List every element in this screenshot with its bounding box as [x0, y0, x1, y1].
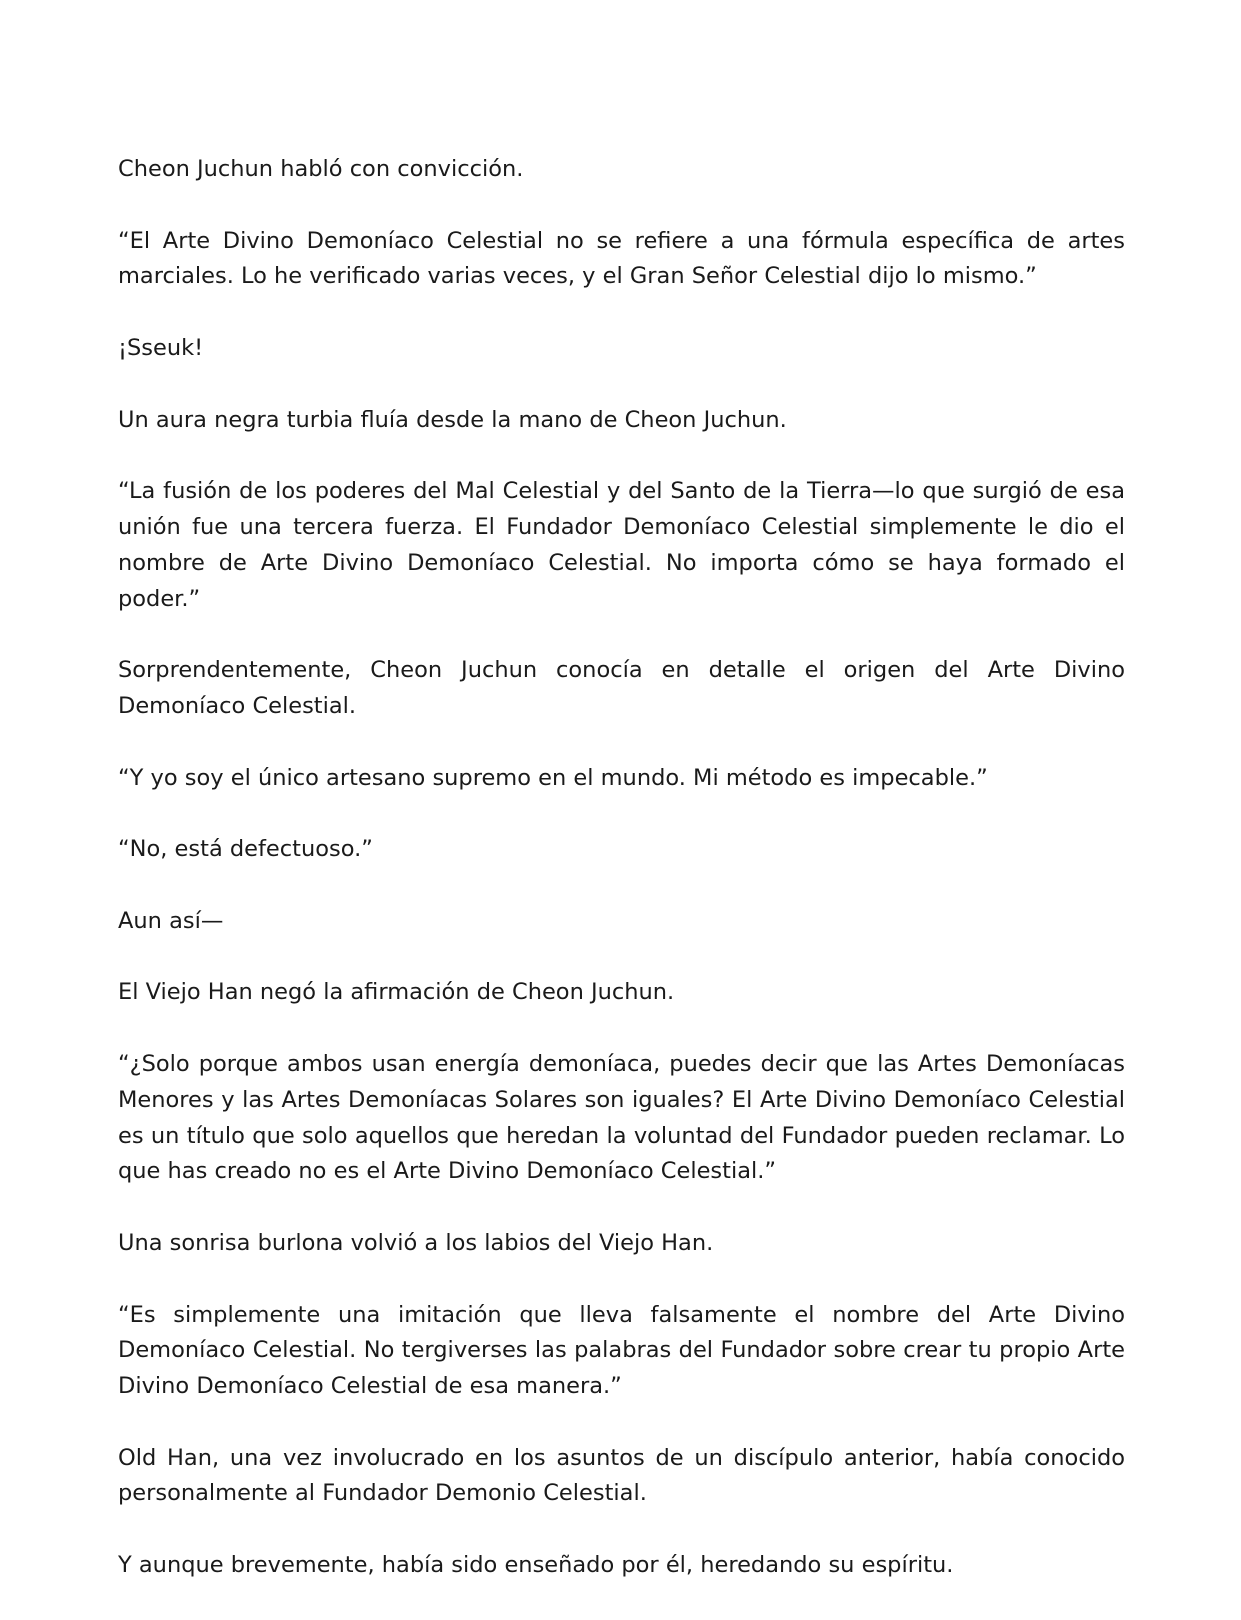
- paragraph: “La fusión de los poderes del Mal Celestial y del Santo de la Tierra—lo que surgió de esa unión fue una tercera fuerza. El Fundador Demoníaco Celestial simplemente le dio el nombre de Arte Divino Demoníaco Celestial. No importa cómo se haya formado el poder.”: [118, 478, 1125, 612]
- paragraph: Aun así—: [118, 907, 224, 934]
- paragraph: “Es simplemente una imitación que lleva falsamente el nombre del Arte Divino Demoníaco Celestial. No tergiverses las palabras del Fundador sobre crear tu propio Arte Divino Demoníaco Celestial de esa manera.”: [118, 1301, 1125, 1400]
- paragraph: ¡Sseuk!: [118, 334, 204, 361]
- paragraph: Y aunque brevemente, había sido enseñado por él, heredando su espíritu.: [118, 1552, 954, 1579]
- text-body: [118, 152, 1125, 1620]
- paragraph: Old Han, una vez involucrado en los asuntos de un discípulo anterior, había conocido personalmente al Fundador Demonio Celestial.: [118, 1444, 1125, 1507]
- paragraph: “No, está defectuoso.”: [118, 836, 373, 863]
- paragraph: Sorprendentemente, Cheon Juchun conocía en detalle el origen del Arte Divino Demoníaco Celestial.: [118, 657, 1125, 719]
- paragraph: “Y yo soy el único artesano supremo en el mundo. Mi método es impecable.”: [118, 764, 988, 791]
- paragraph: Un aura negra turbia fluía desde la mano de Cheon Juchun.: [118, 406, 787, 433]
- paragraph: “¿Solo porque ambos usan energía demoníaca, puedes decir que las Artes Demoníacas Menores y las Artes Demoníacas Solares son iguales? El Arte Divino Demoníaco Celestial es un título que solo aquellos que heredan la voluntad del Fundador pueden reclamar. Lo que has creado no es el Arte Divino Demoníaco Celestial.”: [118, 1050, 1125, 1185]
- paragraph: “El Arte Divino Demoníaco Celestial no se refiere a una fórmula específica de artes marciales. Lo he verificado varias veces, y el Gran Señor Celestial dijo lo mismo.”: [118, 227, 1125, 290]
- paragraph: El Viejo Han negó la afirmación de Cheon Juchun.: [118, 979, 675, 1006]
- paragraph: Una sonrisa burlona volvió a los labios del Viejo Han.: [118, 1229, 714, 1256]
- paragraph: Cheon Juchun habló con convicción.: [118, 156, 524, 182]
